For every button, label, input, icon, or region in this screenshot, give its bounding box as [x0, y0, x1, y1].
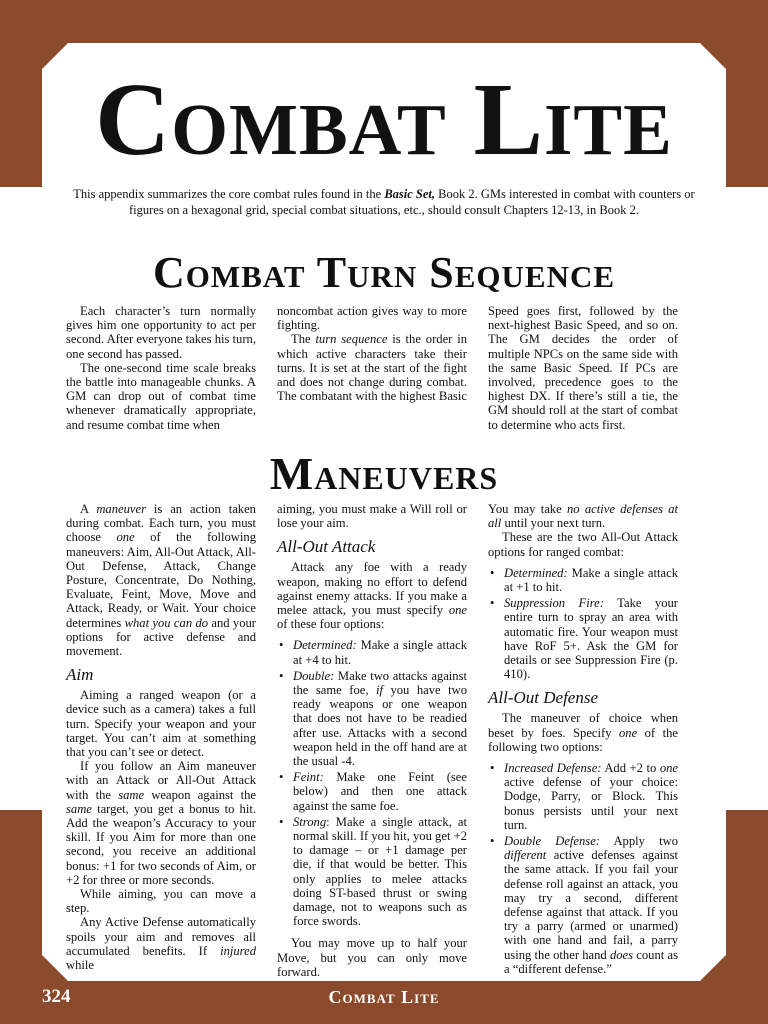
- turn-sequence-column-1: [66, 304, 256, 432]
- maneuvers-column-3: [488, 502, 678, 983]
- paragraph: Each character’s turn normally gives him one opportunity to act per second. After everyone takes his turn, one second has passed.: [66, 304, 256, 361]
- list-item: • Suppression Fire: Take your entire turn to spray an area with automatic fire. Your weapon must have RoF 5+. Ask the GM for details or see Suppression Fire (p. 410).: [488, 596, 678, 681]
- paragraph: The maneuver of choice when beset by foes. Specify one of the following two options:: [488, 711, 678, 754]
- appendix-intro: This appendix summarizes the core combat rules found in the Basic Set, Book 2. GMs interested in combat with counters or figures on a hexagonal grid, special combat situations, etc., should consult Chapters 12-13, in Book 2.: [73, 187, 695, 217]
- list-item: • Determined: Make a single attack at +4 to hit.: [277, 638, 467, 666]
- paragraph: The one-second time scale breaks the battle into manageable chunks. A GM can drop out of combat time whenever dramatically appropriate, and resume combat time when: [66, 360, 256, 432]
- maneuvers-column-2: [277, 502, 467, 979]
- list-item: • Determined: Make a single attack at +1 to hit.: [488, 566, 678, 594]
- turn-sequence-column-2: [277, 304, 467, 403]
- paragraph: Aiming a ranged weapon (or a device such as a camera) takes a full turn. Specify your weapon and your target. You can’t aim at something that you can’t see or detect.: [66, 688, 256, 760]
- paragraph: Speed goes first, followed by the next-highest Basic Speed, and so on. The GM decides the order of multiple NPCs on the same side with the same Basic Speed. If PCs are involved, precedence goes to the highest DX. If there’s still a tie, the GM should roll at the start of combat to determine who acts first.: [488, 304, 678, 432]
- section-heading-maneuvers: Maneuvers: [269, 448, 499, 499]
- list-item: • Feint: Make one Feint (see below) and then one attack against the same foe.: [277, 770, 467, 813]
- paragraph: noncombat action gives way to more fighting.: [277, 304, 467, 333]
- ranged-options-list: [488, 566, 678, 682]
- paragraph: You may take no active defenses at all until your next turn.: [488, 502, 678, 531]
- page-number: 324: [42, 986, 71, 1007]
- subheading-all-out-attack: All-Out Attack: [277, 537, 376, 557]
- paragraph: If you follow an Aim maneuver with an Attack or All-Out Attack with the same weapon against the same target, you get a bonus to hit. Add the weapon’s Accuracy to your skill. If you Aim for more than one second, you receive an additional bonus: +1 for two seconds of Aim, or +2 for three or more seconds.: [66, 759, 256, 887]
- paragraph: These are the two All-Out Attack options for ranged combat:: [488, 530, 678, 559]
- paragraph: aiming, you must make a Will roll or lose your aim.: [277, 502, 467, 531]
- paragraph: Any Active Defense automatically spoils your aim and removes all accumulated benefits. If injured while: [66, 915, 256, 973]
- list-item: • Strong: Make a single attack, at normal skill. If you hit, you get +2 to damage – or +1 damage per die, if that would be better. This only applies to melee attacks doing ST-based thrust or swing damage, not to weapons such as force swords.: [277, 815, 467, 929]
- section-heading-turn-sequence: Combat Turn Sequence: [152, 248, 616, 297]
- footer-title: Combat Lite: [328, 987, 440, 1007]
- list-item: • Increased Defense: Add +2 to one active defense of your choice: Dodge, Parry, or Block. This bonus persists until your next turn.: [488, 761, 678, 832]
- paragraph: Attack any foe with a ready weapon, making no effort to defend against enemy attacks. If you make a melee attack, you must specify one of these four options:: [277, 560, 467, 632]
- melee-options-list: [277, 638, 467, 928]
- paragraph: A maneuver is an action taken during combat. Each turn, you must choose one of the following maneuvers: Aim, All-Out Attack, All-Out Defense, Attack, Change Posture, Concentrate, Do Nothing, Evaluate, Feint, Move, Move and Attack, Ready, or Wait. Your choice determines what you can do and your options for active defense and movement.: [66, 502, 256, 659]
- defense-options-list: [488, 761, 678, 976]
- list-item: • Double: Make two attacks against the same foe, if you have two ready weapons or one weapon that does not have to be readied after use. Attacks with a second weapon held in the off hand are at the usual -4.: [277, 669, 467, 768]
- subheading-aim: Aim: [66, 665, 94, 685]
- turn-sequence-column-3: [488, 304, 678, 432]
- paragraph: The turn sequence is the order in which active characters take their turns. It is set at the start of the fight and does not change during combat. The combatant with the highest Basic: [277, 332, 467, 404]
- list-item: • Double Defense: Apply two different active defenses against the same attack. If you fail your defense roll against an attack, you may try a second, different defense against that attack. If you try a parry (armed or unarmed) with one hand and fail, a parry using the other hand does count as a “different defense.”: [488, 834, 678, 976]
- subheading-all-out-defense: All-Out Defense: [488, 688, 598, 708]
- page-title: Combat Lite: [95, 62, 673, 177]
- paragraph: You may move up to half your Move, but you can only move forward.: [277, 936, 467, 979]
- maneuvers-column-1: [66, 502, 256, 972]
- paragraph: While aiming, you can move a step.: [66, 887, 256, 916]
